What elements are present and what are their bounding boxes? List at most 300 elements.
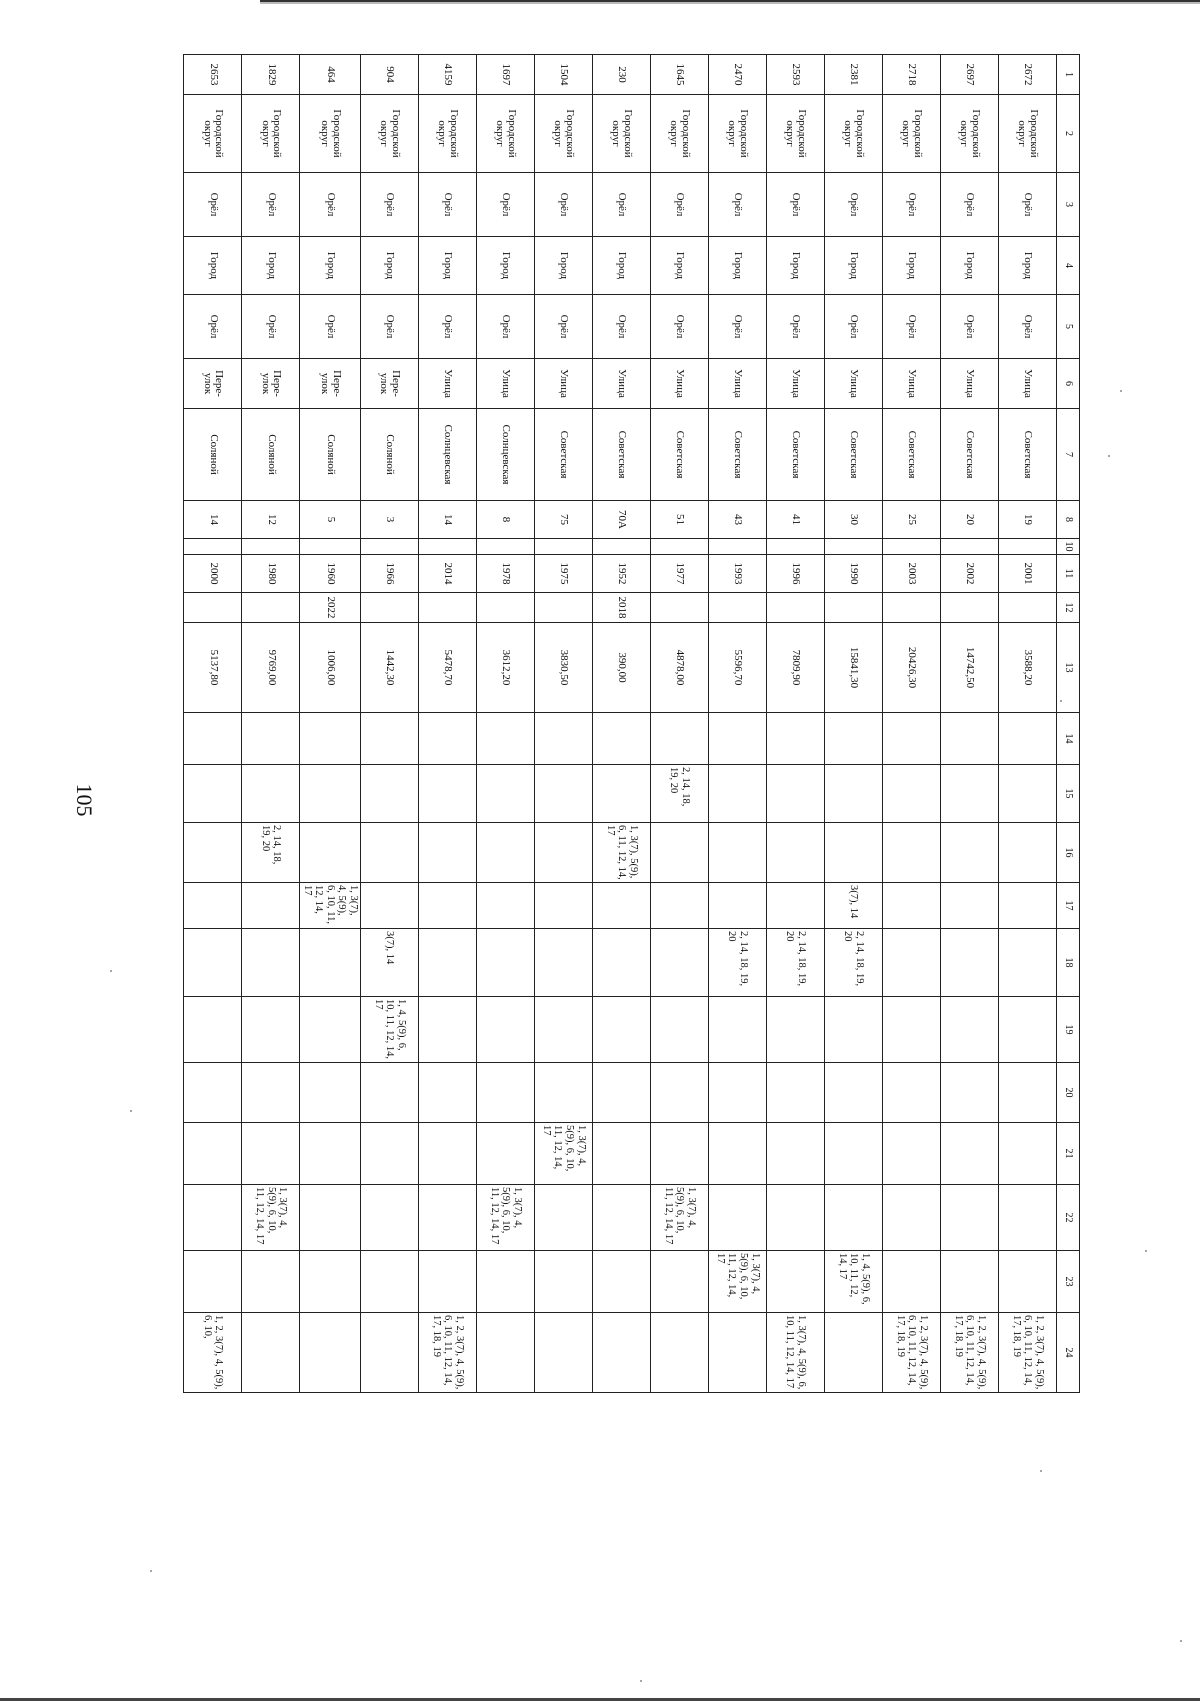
cell-c22	[883, 1185, 941, 1251]
cell-c15	[999, 765, 1057, 823]
cell-c18: 2, 14, 18, 19, 20	[709, 929, 767, 997]
cell-c7: Советская	[825, 409, 883, 501]
cell-c23: 1, 3(7), 4, 5(9), 6, 10, 11, 12, 14, 17	[709, 1251, 767, 1313]
cell-c2: Городской округ	[184, 95, 242, 173]
cell-c6: Пере-улок	[361, 359, 419, 409]
cell-c18: 3(7), 14	[361, 929, 419, 997]
cell-c21	[709, 1123, 767, 1185]
cell-c11: 2003	[883, 555, 941, 593]
scan-speck	[1108, 455, 1110, 457]
cell-c11: 2002	[941, 555, 999, 593]
cell-c8: 3	[361, 501, 419, 539]
cell-c5: Орёл	[825, 295, 883, 359]
cell-c15	[184, 765, 242, 823]
cell-c17	[477, 883, 535, 929]
cell-c2: Городской округ	[593, 95, 651, 173]
header-cell: 8	[1057, 501, 1080, 539]
cell-c7: Советская	[709, 409, 767, 501]
cell-c6: Улица	[825, 359, 883, 409]
cell-c23	[477, 1251, 535, 1313]
cell-c22	[709, 1185, 767, 1251]
cell-c15	[419, 765, 477, 823]
cell-c8: 25	[883, 501, 941, 539]
cell-c16	[477, 823, 535, 883]
cell-c22	[999, 1185, 1057, 1251]
cell-c1: 2672	[999, 55, 1057, 95]
cell-c4: Город	[300, 237, 361, 295]
cell-c13: 5478,70	[419, 623, 477, 713]
cell-c6: Улица	[767, 359, 825, 409]
cell-c11: 1975	[535, 555, 593, 593]
cell-c12: 2018	[593, 593, 651, 623]
cell-c24	[361, 1313, 419, 1393]
cell-c7: Советская	[941, 409, 999, 501]
cell-c12	[419, 593, 477, 623]
cell-c24	[593, 1313, 651, 1393]
cell-c5: Орёл	[361, 295, 419, 359]
cell-c13: 390,00	[593, 623, 651, 713]
cell-c10	[361, 539, 419, 555]
cell-c16	[767, 823, 825, 883]
cell-c21	[767, 1123, 825, 1185]
cell-c24: 1, 2, 3(7), 4, 5(9), 6, 10, 11, 12, 14, 17, 18, 19	[883, 1313, 941, 1393]
cell-c23	[593, 1251, 651, 1313]
header-cell: 19	[1057, 997, 1080, 1063]
cell-c17	[767, 883, 825, 929]
cell-c14	[651, 713, 709, 765]
cell-c22	[184, 1185, 242, 1251]
table-row	[825, 55, 883, 1393]
cell-c24	[825, 1313, 883, 1393]
cell-c24	[709, 1313, 767, 1393]
cell-c24	[242, 1313, 300, 1393]
cell-c16	[300, 823, 361, 883]
cell-c19	[941, 997, 999, 1063]
cell-c2: Городской округ	[651, 95, 709, 173]
header-cell: 5	[1057, 295, 1080, 359]
cell-c8: 5	[300, 501, 361, 539]
cell-c2: Городской округ	[419, 95, 477, 173]
header-cell: 13	[1057, 623, 1080, 713]
cell-c4: Город	[477, 237, 535, 295]
cell-c7: Соляной	[300, 409, 361, 501]
cell-c5: Орёл	[767, 295, 825, 359]
cell-c2: Городской округ	[300, 95, 361, 173]
header-cell: 18	[1057, 929, 1080, 997]
page-number: 105	[72, 783, 97, 817]
cell-c24: 1, 2, 3(7), 4, 5(9), 6, 10, 11, 12, 14, 17, 18, 19	[941, 1313, 999, 1393]
cell-c19	[535, 997, 593, 1063]
cell-c1: 1645	[651, 55, 709, 95]
cell-c1: 230	[593, 55, 651, 95]
cell-c17	[535, 883, 593, 929]
cell-c21	[184, 1123, 242, 1185]
cell-c20	[242, 1063, 300, 1123]
cell-c3: Орёл	[709, 173, 767, 237]
cell-c13: 7809,90	[767, 623, 825, 713]
cell-c17	[419, 883, 477, 929]
table-row	[184, 55, 242, 1393]
cell-c10	[651, 539, 709, 555]
cell-c17	[593, 883, 651, 929]
cell-c12	[883, 593, 941, 623]
cell-c16	[184, 823, 242, 883]
cell-c17	[361, 883, 419, 929]
cell-c10	[300, 539, 361, 555]
cell-c10	[825, 539, 883, 555]
cell-c7: Советская	[883, 409, 941, 501]
cell-c13: 5137,80	[184, 623, 242, 713]
cell-c7: Соляной	[361, 409, 419, 501]
table-row	[242, 55, 300, 1393]
scan-speck	[1060, 700, 1062, 702]
cell-c19	[184, 997, 242, 1063]
cell-c14	[361, 713, 419, 765]
cell-c23	[184, 1251, 242, 1313]
cell-c17	[941, 883, 999, 929]
cell-c20	[361, 1063, 419, 1123]
cell-c14	[535, 713, 593, 765]
cell-c5: Орёл	[184, 295, 242, 359]
scan-speck	[130, 1110, 132, 1112]
cell-c16	[999, 823, 1057, 883]
cell-c17	[184, 883, 242, 929]
cell-c22	[941, 1185, 999, 1251]
cell-c1: 1504	[535, 55, 593, 95]
cell-c11: 1977	[651, 555, 709, 593]
cell-c20	[593, 1063, 651, 1123]
cell-c6: Улица	[941, 359, 999, 409]
cell-c5: Орёл	[477, 295, 535, 359]
cell-c13: 3588,20	[999, 623, 1057, 713]
scan-speck	[640, 1680, 642, 1682]
cell-c17: 3(7), 14	[825, 883, 883, 929]
cell-c5: Орёл	[941, 295, 999, 359]
cell-c13: 15841,30	[825, 623, 883, 713]
cell-c4: Город	[184, 237, 242, 295]
cell-c13: 1006,00	[300, 623, 361, 713]
cell-c20	[651, 1063, 709, 1123]
cell-c24: 1, 2, 3(7), 4, 5(9), 6, 10,	[184, 1313, 242, 1393]
cell-c2: Городской округ	[535, 95, 593, 173]
cell-c4: Город	[535, 237, 593, 295]
cell-c8: 30	[825, 501, 883, 539]
bottom-border-line	[0, 1698, 1200, 1701]
cell-c2: Городской округ	[361, 95, 419, 173]
cell-c23	[300, 1251, 361, 1313]
cell-c12	[184, 593, 242, 623]
cell-c17	[651, 883, 709, 929]
cell-c12	[535, 593, 593, 623]
header-cell: 21	[1057, 1123, 1080, 1185]
cell-c16	[825, 823, 883, 883]
cell-c4: Город	[651, 237, 709, 295]
cell-c14	[709, 713, 767, 765]
header-cell: 6	[1057, 359, 1080, 409]
cell-c18	[184, 929, 242, 997]
cell-c23	[941, 1251, 999, 1313]
cell-c3: Орёл	[419, 173, 477, 237]
cell-c18	[941, 929, 999, 997]
scan-speck	[110, 970, 112, 972]
header-cell: 1	[1057, 55, 1080, 95]
cell-c15	[535, 765, 593, 823]
cell-c24	[477, 1313, 535, 1393]
cell-c14	[593, 713, 651, 765]
scan-speck	[1040, 1470, 1042, 1472]
cell-c12: 2022	[300, 593, 361, 623]
cell-c2: Городской округ	[825, 95, 883, 173]
cell-c5: Орёл	[999, 295, 1057, 359]
cell-c13: 5596,70	[709, 623, 767, 713]
cell-c20	[477, 1063, 535, 1123]
cell-c22: 1, 3(7), 4, 5(9), 6, 10, 11, 12, 14, 17	[477, 1185, 535, 1251]
cell-c6: Пере-улок	[242, 359, 300, 409]
cell-c13: 3830,50	[535, 623, 593, 713]
register-table-frame	[162, 54, 1080, 1392]
header-cell: 17	[1057, 883, 1080, 929]
cell-c2: Городской округ	[242, 95, 300, 173]
cell-c5: Орёл	[242, 295, 300, 359]
cell-c23	[767, 1251, 825, 1313]
cell-c6: Пере-улок	[184, 359, 242, 409]
cell-c11: 1996	[767, 555, 825, 593]
cell-c4: Город	[999, 237, 1057, 295]
cell-c4: Город	[361, 237, 419, 295]
cell-c17	[883, 883, 941, 929]
cell-c12	[651, 593, 709, 623]
cell-c21	[242, 1123, 300, 1185]
cell-c1: 904	[361, 55, 419, 95]
cell-c7: Советская	[651, 409, 709, 501]
cell-c18	[883, 929, 941, 997]
cell-c5: Орёл	[709, 295, 767, 359]
cell-c4: Город	[242, 237, 300, 295]
cell-c22	[825, 1185, 883, 1251]
cell-c6: Улица	[593, 359, 651, 409]
cell-c8: 43	[709, 501, 767, 539]
header-cell: 20	[1057, 1063, 1080, 1123]
cell-c11: 1993	[709, 555, 767, 593]
cell-c11: 1980	[242, 555, 300, 593]
cell-c7: Соляной	[184, 409, 242, 501]
cell-c16	[361, 823, 419, 883]
cell-c1: 2697	[941, 55, 999, 95]
cell-c21	[361, 1123, 419, 1185]
table-row	[999, 55, 1057, 1393]
cell-c16: 2, 14, 18, 19, 20	[242, 823, 300, 883]
cell-c21	[999, 1123, 1057, 1185]
cell-c19	[999, 997, 1057, 1063]
cell-c24: 1, 2, 3(7), 4, 5(9), 6, 10, 11, 12, 14, 17, 18, 19	[419, 1313, 477, 1393]
cell-c13: 3612,20	[477, 623, 535, 713]
cell-c24	[651, 1313, 709, 1393]
cell-c18	[535, 929, 593, 997]
cell-c18	[477, 929, 535, 997]
cell-c3: Орёл	[535, 173, 593, 237]
cell-c11: 2014	[419, 555, 477, 593]
scan-speck	[1180, 1640, 1182, 1642]
cell-c21	[300, 1123, 361, 1185]
cell-c14	[419, 713, 477, 765]
cell-c15	[300, 765, 361, 823]
cell-c17: 1, 3(7), 4, 5(9), 6, 10, 11, 12, 14, 17	[300, 883, 361, 929]
cell-c22	[361, 1185, 419, 1251]
cell-c15	[767, 765, 825, 823]
cell-c21: 1, 3(7), 4, 5(9), 6, 10, 11, 12, 14, 17	[535, 1123, 593, 1185]
cell-c23: 1, 4, 5(9), 6, 10, 11, 12, 14, 17	[825, 1251, 883, 1313]
cell-c19	[477, 997, 535, 1063]
cell-c13: 20426,30	[883, 623, 941, 713]
table-body	[184, 55, 1057, 1393]
cell-c1: 2593	[767, 55, 825, 95]
cell-c6: Улица	[535, 359, 593, 409]
cell-c23	[999, 1251, 1057, 1313]
cell-c20	[941, 1063, 999, 1123]
cell-c22	[535, 1185, 593, 1251]
cell-c17	[709, 883, 767, 929]
cell-c21	[593, 1123, 651, 1185]
cell-c11: 1990	[825, 555, 883, 593]
cell-c18	[242, 929, 300, 997]
cell-c3: Орёл	[477, 173, 535, 237]
cell-c4: Город	[767, 237, 825, 295]
table-row	[300, 55, 361, 1393]
cell-c19	[419, 997, 477, 1063]
header-cell: 24	[1057, 1313, 1080, 1393]
table-row	[535, 55, 593, 1393]
cell-c14	[477, 713, 535, 765]
cell-c2: Городской округ	[883, 95, 941, 173]
cell-c2: Городской округ	[477, 95, 535, 173]
cell-c10	[593, 539, 651, 555]
cell-c19	[242, 997, 300, 1063]
header-cell: 16	[1057, 823, 1080, 883]
table-row	[941, 55, 999, 1393]
cell-c3: Орёл	[941, 173, 999, 237]
cell-c15	[361, 765, 419, 823]
cell-c5: Орёл	[883, 295, 941, 359]
cell-c7: Советская	[767, 409, 825, 501]
cell-c11: 2001	[999, 555, 1057, 593]
header-cell: 11	[1057, 555, 1080, 593]
cell-c5: Орёл	[419, 295, 477, 359]
cell-c14	[767, 713, 825, 765]
cell-c10	[999, 539, 1057, 555]
header-cell: 10	[1057, 539, 1080, 555]
header-cell: 2	[1057, 95, 1080, 173]
cell-c22	[767, 1185, 825, 1251]
cell-c8: 51	[651, 501, 709, 539]
cell-c3: Орёл	[651, 173, 709, 237]
cell-c3: Орёл	[767, 173, 825, 237]
cell-c12	[825, 593, 883, 623]
cell-c15	[477, 765, 535, 823]
cell-c4: Город	[825, 237, 883, 295]
cell-c21	[419, 1123, 477, 1185]
cell-c2: Городской округ	[941, 95, 999, 173]
cell-c13: 4878,00	[651, 623, 709, 713]
cell-c10	[941, 539, 999, 555]
cell-c10	[883, 539, 941, 555]
cell-c8: 20	[941, 501, 999, 539]
cell-c6: Улица	[651, 359, 709, 409]
cell-c22	[593, 1185, 651, 1251]
cell-c1: 2470	[709, 55, 767, 95]
cell-c20	[535, 1063, 593, 1123]
cell-c6: Улица	[419, 359, 477, 409]
header-cell: 22	[1057, 1185, 1080, 1251]
cell-c24: 1, 2, 3(7), 4, 5(9), 6, 10, 11, 12, 14, 17, 18, 19	[999, 1313, 1057, 1393]
cell-c4: Город	[883, 237, 941, 295]
cell-c1: 4159	[419, 55, 477, 95]
cell-c7: Солнцевская	[477, 409, 535, 501]
table-row	[767, 55, 825, 1393]
cell-c12	[477, 593, 535, 623]
cell-c1: 2718	[883, 55, 941, 95]
cell-c15	[242, 765, 300, 823]
cell-c15: 2, 14, 18, 19, 20	[651, 765, 709, 823]
cell-c14	[300, 713, 361, 765]
cell-c20	[184, 1063, 242, 1123]
cell-c20	[767, 1063, 825, 1123]
cell-c3: Орёл	[361, 173, 419, 237]
scan-speck	[150, 1570, 152, 1572]
cell-c19	[709, 997, 767, 1063]
cell-c4: Город	[709, 237, 767, 295]
table-row	[709, 55, 767, 1393]
cell-c21	[941, 1123, 999, 1185]
cell-c20	[709, 1063, 767, 1123]
cell-c7: Советская	[593, 409, 651, 501]
cell-c10	[767, 539, 825, 555]
cell-c4: Город	[419, 237, 477, 295]
cell-c18	[300, 929, 361, 997]
scan-speck	[1120, 390, 1122, 392]
cell-c12	[767, 593, 825, 623]
cell-c10	[477, 539, 535, 555]
cell-c5: Орёл	[300, 295, 361, 359]
cell-c7: Солнцевская	[419, 409, 477, 501]
cell-c21	[825, 1123, 883, 1185]
table-row	[651, 55, 709, 1393]
cell-c18: 2, 14, 18, 19, 20	[767, 929, 825, 997]
cell-c20	[999, 1063, 1057, 1123]
cell-c1: 464	[300, 55, 361, 95]
cell-c18: 2, 14, 18, 19, 20	[825, 929, 883, 997]
cell-c15	[593, 765, 651, 823]
cell-c7: Советская	[999, 409, 1057, 501]
cell-c18	[419, 929, 477, 997]
cell-c17	[999, 883, 1057, 929]
top-border-shadow	[260, 2, 1200, 4]
cell-c15	[883, 765, 941, 823]
header-cell: 4	[1057, 237, 1080, 295]
header-cell: 12	[1057, 593, 1080, 623]
cell-c18	[651, 929, 709, 997]
cell-c16	[941, 823, 999, 883]
cell-c24	[535, 1313, 593, 1393]
cell-c11: 2000	[184, 555, 242, 593]
cell-c6: Улица	[883, 359, 941, 409]
header-cell: 15	[1057, 765, 1080, 823]
cell-c23	[883, 1251, 941, 1313]
table-row	[419, 55, 477, 1393]
table-row	[593, 55, 651, 1393]
cell-c1: 2653	[184, 55, 242, 95]
cell-c19	[767, 997, 825, 1063]
cell-c19	[825, 997, 883, 1063]
